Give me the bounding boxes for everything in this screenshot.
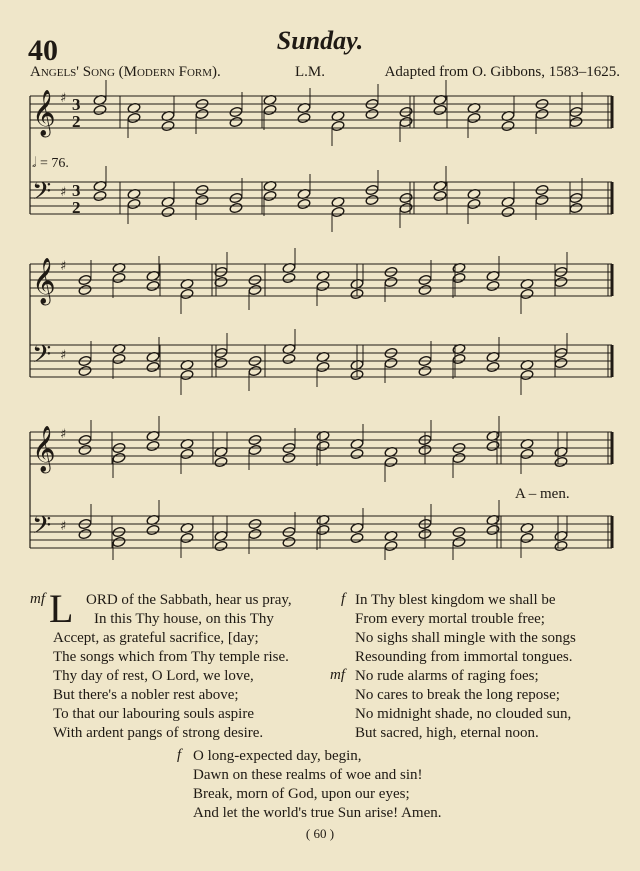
note-head bbox=[180, 532, 194, 544]
note-head bbox=[316, 524, 330, 536]
note-head bbox=[554, 357, 568, 369]
note-head bbox=[146, 361, 160, 373]
note-head bbox=[535, 108, 549, 120]
bass-clef-icon: 𝄢 bbox=[32, 177, 52, 212]
sharp-icon: ♯ bbox=[60, 259, 67, 274]
verse-line: And let the world's true Sun arise! Amen. bbox=[193, 805, 442, 821]
bass-clef-icon: 𝄢 bbox=[32, 511, 52, 546]
note-head bbox=[248, 284, 262, 296]
note-head bbox=[78, 365, 92, 377]
note-head bbox=[78, 528, 92, 540]
half-note-icon: 𝅗𝅥 bbox=[32, 156, 37, 171]
page-title: Sunday. bbox=[276, 26, 364, 55]
hymn-number: 40 bbox=[28, 34, 58, 67]
note-head bbox=[263, 104, 277, 116]
note-head bbox=[501, 206, 515, 218]
note-head bbox=[180, 369, 194, 381]
note-head bbox=[350, 532, 364, 544]
verse-1-lower bbox=[53, 629, 289, 667]
note-head bbox=[467, 198, 481, 210]
verse-line: In this Thy house, on this Thy bbox=[94, 611, 274, 627]
note-head bbox=[127, 112, 141, 124]
note-head bbox=[297, 198, 311, 210]
note-head bbox=[93, 190, 107, 202]
verse-line: But there's a nobler rest above; bbox=[53, 687, 239, 703]
treble-clef-icon: 𝄞 bbox=[32, 426, 56, 472]
time-signature-numerator: 3 bbox=[72, 95, 81, 114]
verse-line: No cares to break the long repose; bbox=[355, 687, 560, 703]
dynamic-marking: f bbox=[341, 591, 346, 607]
note-head bbox=[331, 206, 345, 218]
note-head bbox=[384, 540, 398, 552]
verse-line: O long-expected day, begin, bbox=[193, 748, 362, 764]
note-head bbox=[520, 288, 534, 300]
note-head bbox=[214, 540, 228, 552]
note-head bbox=[282, 452, 296, 464]
sharp-icon: ♯ bbox=[60, 427, 67, 442]
note-head bbox=[195, 194, 209, 206]
note-head bbox=[248, 528, 262, 540]
note-head bbox=[316, 440, 330, 452]
verse-line: To that our labouring souls aspire bbox=[53, 706, 254, 722]
note-head bbox=[384, 456, 398, 468]
note-head bbox=[146, 440, 160, 452]
time-signature-denominator: 2 bbox=[72, 112, 81, 131]
verse-2 bbox=[53, 667, 263, 743]
verse-line: No midnight shade, no clouded sun, bbox=[355, 706, 572, 722]
note-head bbox=[520, 532, 534, 544]
verse-line: ORD of the Sabbath, hear us pray, bbox=[86, 592, 292, 608]
note-head bbox=[93, 104, 107, 116]
note-head bbox=[452, 452, 466, 464]
note-head bbox=[316, 280, 330, 292]
sharp-icon: ♯ bbox=[60, 185, 67, 200]
dynamic-marking: mf bbox=[330, 667, 345, 683]
verse-line: No sighs shall mingle with the songs bbox=[355, 630, 576, 646]
verse-line: With ardent pangs of strong desire. bbox=[53, 725, 264, 741]
treble-clef-icon: 𝄞 bbox=[32, 258, 56, 304]
note-head bbox=[229, 202, 243, 214]
note-head bbox=[78, 284, 92, 296]
note-head bbox=[486, 524, 500, 536]
treble-clef-icon: 𝄞 bbox=[32, 90, 56, 136]
note-head bbox=[433, 190, 447, 202]
note-head bbox=[282, 353, 296, 365]
amen-label: A – men. bbox=[515, 486, 570, 502]
note-head bbox=[180, 288, 194, 300]
tune-name: Angels' Song (Modern Form). bbox=[30, 64, 221, 80]
note-head bbox=[263, 190, 277, 202]
note-head bbox=[418, 284, 432, 296]
sharp-icon: ♯ bbox=[60, 91, 67, 106]
verse-line: Break, morn of God, upon our eyes; bbox=[193, 786, 410, 802]
verse-3 bbox=[355, 591, 576, 667]
sharp-icon: ♯ bbox=[60, 519, 67, 534]
note-head bbox=[112, 452, 126, 464]
verse-line: But sacred, high, eternal noon. bbox=[355, 725, 539, 741]
meter: L.M. bbox=[295, 64, 325, 80]
drop-cap: L bbox=[49, 586, 74, 631]
dynamic-marking: f bbox=[177, 747, 182, 763]
note-head bbox=[569, 116, 583, 128]
tempo-value: = 76. bbox=[36, 156, 69, 171]
note-head bbox=[399, 116, 413, 128]
note-head bbox=[467, 112, 481, 124]
note-head bbox=[229, 116, 243, 128]
verse-line: Accept, as grateful sacrifice, [day; bbox=[53, 630, 259, 646]
note-head bbox=[282, 536, 296, 548]
verse-line: No rude alarms of raging foes; bbox=[355, 668, 539, 684]
verse-line: In Thy blest kingdom we shall be bbox=[355, 592, 556, 608]
note-head bbox=[161, 206, 175, 218]
note-head bbox=[486, 361, 500, 373]
note-head bbox=[161, 120, 175, 132]
note-head bbox=[569, 202, 583, 214]
note-head bbox=[316, 361, 330, 373]
verse-line: Resounding from immortal tongues. bbox=[355, 649, 573, 665]
note-head bbox=[180, 448, 194, 460]
note-head bbox=[112, 536, 126, 548]
note-head bbox=[535, 194, 549, 206]
note-head bbox=[350, 448, 364, 460]
note-head bbox=[146, 524, 160, 536]
note-head bbox=[554, 540, 568, 552]
note-head bbox=[331, 120, 345, 132]
note-head bbox=[112, 272, 126, 284]
note-head bbox=[214, 456, 228, 468]
note-head bbox=[486, 440, 500, 452]
verse-line: The songs which from Thy temple rise. bbox=[53, 649, 289, 665]
note-head bbox=[520, 369, 534, 381]
note-head bbox=[282, 272, 296, 284]
note-head bbox=[452, 536, 466, 548]
note-head bbox=[127, 198, 141, 210]
note-head bbox=[452, 272, 466, 284]
verse-line: From every mortal trouble free; bbox=[355, 611, 545, 627]
time-signature-numerator: 3 bbox=[72, 181, 81, 200]
note-head bbox=[554, 456, 568, 468]
note-head bbox=[297, 112, 311, 124]
dynamic-marking: mf bbox=[30, 591, 45, 607]
note-head bbox=[384, 357, 398, 369]
attribution: Adapted from O. Gibbons, 1583–1625. bbox=[384, 64, 620, 80]
note-head bbox=[365, 108, 379, 120]
note-head bbox=[452, 353, 466, 365]
note-head bbox=[248, 365, 262, 377]
note-head bbox=[399, 202, 413, 214]
verse-line: Thy day of rest, O Lord, we love, bbox=[53, 668, 254, 684]
page-number: ( 60 ) bbox=[305, 826, 335, 841]
note-head bbox=[384, 276, 398, 288]
time-signature-denominator: 2 bbox=[72, 198, 81, 217]
note-head bbox=[195, 108, 209, 120]
verse-4 bbox=[355, 667, 571, 743]
verse-5 bbox=[193, 747, 442, 823]
note-head bbox=[486, 280, 500, 292]
note-head bbox=[520, 448, 534, 460]
note-head bbox=[501, 120, 515, 132]
note-head bbox=[433, 104, 447, 116]
bass-clef-icon: 𝄢 bbox=[32, 340, 52, 375]
note-head bbox=[365, 194, 379, 206]
verse-line: Dawn on these realms of woe and sin! bbox=[193, 767, 423, 783]
sharp-icon: ♯ bbox=[60, 348, 67, 363]
verse-1-upper bbox=[86, 591, 292, 629]
note-head bbox=[248, 444, 262, 456]
note-head bbox=[418, 365, 432, 377]
note-head bbox=[112, 353, 126, 365]
note-head bbox=[146, 280, 160, 292]
note-head bbox=[554, 276, 568, 288]
note-head bbox=[78, 444, 92, 456]
